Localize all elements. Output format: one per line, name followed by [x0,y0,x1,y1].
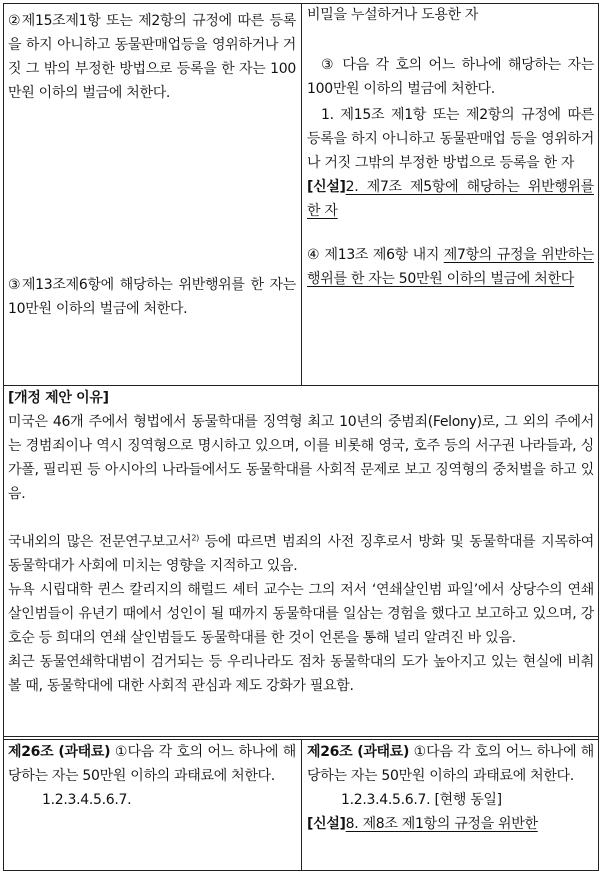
current-fine-cell [8,740,296,870]
current-penalty-para2: ②제15조제1항 또는 제2항의 규정에 따른 등록을 하지 아니하고 동물판매업등을 영위하거나 거짓 그 밖의 부정한 방법으로 등록을 한 자는 100만원 이하의 벌금에 처한다. [8,13,296,101]
proposed-item2: [신설]2. 제7조 제5항에 해당하는 위반행위를 한 자 [307,179,594,219]
proposed-fine-item8: [신설]8. 제8조 제1항의 규정을 위반한 [307,816,538,832]
footnote-marker: 2) [191,533,199,543]
proposed-law-cell [307,3,594,383]
new-tag: [신설] [307,179,346,195]
proposed-item1: 1. 제15조 제1항 또는 제2항의 규정에 따른 등록을 하지 아니하고 동물판매업 등을 영위하거나 거짓 그밖의 부정한 방법으로 등록을 한 자 [307,107,594,171]
column-divider-bottom [301,739,302,871]
reason-para-1: 미국은 46개 주에서 형법에서 동물학대를 징역형 최고 10년의 중범죄(Felony)로, 그 외의 주에서는 경범죄이나 역시 징역형으로 명시하고 있으며, 이를 비롯해 영국, 호주 등의 서구권 나라들과, 싱가폴, 필리핀 등 아시아의 나라들에서도 동물학대를 사회적 문제로 보고 징역형의 중처벌을 하고 있음. [8,414,594,502]
row-divider-2a [3,736,599,737]
column-divider-top [301,3,302,385]
current-fine-article: 제26조 (과태료) ①다음 각 호의 어느 하나에 해당하는 자는 50만원 이하의 과태료에 처한다. [8,744,296,784]
proposed-fine-cell [307,740,594,870]
reason-para-2: 국내외의 많은 전문연구보고서$^{2)}$ 등에 따르면 범죄의 사전 징후로서 방화 및 동물학대를 지목하여 동물학대가 사회에 미치는 영향을 지적하고 있음. [8,533,594,574]
current-penalty-para3: ③제13조제6항에 해당하는 위반행위를 한 자는 10만원 이하의 벌금에 처한다. [8,277,296,317]
border-right [598,3,599,871]
proposed-fine-article: 제26조 (과태료) ①다음 각 호의 어느 하나에 해당하는 자는 50만원 이하의 과태료에 처한다. [307,744,594,784]
border-left [3,3,4,871]
proposed-para3: ③ 다음 각 호의 어느 하나에 해당하는 자는 100만원 이하의 벌금에 처한다. [307,57,594,97]
current-law-cell [8,9,296,381]
proposed-para4: ④ 제13조 제6항 내지 제7항의 규정을 위반하는 행위를 한 자는 50만원 이하의 벌금에 처한다 [307,247,594,287]
reason-cell [8,386,594,736]
reason-para-3: 뉴욕 시립대학 퀸스 칼리지의 해럴드 셰터 교수는 그의 저서 ‘연쇄살인범 파일’에서 상당수의 연쇄살인범들이 유년기 때에서 성인이 될 때까지 동물학대를 일삼는 경험을 했다고 보고하고 있으며, 강호순 등 희대의 연쇄 살인범들도 동물학대를 한 것이 언론을 통해 널리 알려진 바 있음. [8,582,594,646]
reason-heading: [개정 제안 이유] [8,390,109,406]
current-fine-items: 1.2.3.4.5.6.7. [42,792,132,808]
proposed-fine-items: 1.2.3.4.5.6.7. [현행 동일] [341,792,502,808]
proposed-line-1: 비밀을 누설하거나 도용한 자 [307,7,479,23]
reason-para-4: 최근 동물연쇄학대범이 검거되는 등 우리나라도 점차 동물학대의 도가 높아지고 있는 현실에 비춰볼 때, 동물학대에 대한 사회적 관심과 제도 강화가 필요함. [8,654,594,694]
